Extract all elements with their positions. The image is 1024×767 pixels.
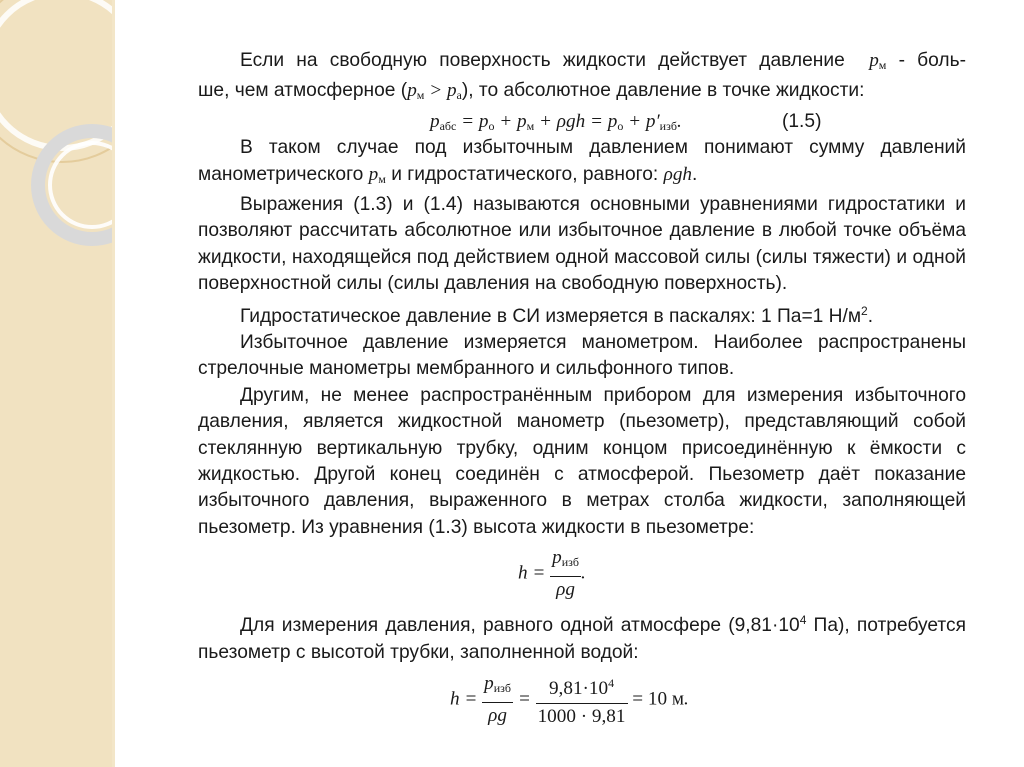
equation-number: (1.5) <box>782 110 822 132</box>
formula-h-numeric: h = $\frac{p_{изб}}{\rho g}$ = $\frac{9,81\cdot 10^4}{1000 \cdot 9,81}$ = 10 м. <box>450 670 689 730</box>
fraction: $\frac{p_{изб}}{\rho g}$ <box>484 673 512 726</box>
text: - боль- <box>898 50 966 71</box>
text: ше, чем атмосферное ( <box>198 80 408 102</box>
text: В таком случае под избыточным давлением понимают сумму давлений манометрического <box>198 137 966 185</box>
var-pm: $p_м$ <box>368 163 386 186</box>
para-4: Гидростатическое давление в СИ измеряется в паскалях: 1 Па=1 $Н/м^2$. <box>240 303 874 327</box>
document-page <box>198 48 966 730</box>
formula-water-column <box>198 666 966 730</box>
equation-abs-pressure: $p_{абс} = p_о + p_м + \rho gh = p_о + p'_{изб}$. <box>430 110 682 133</box>
text: Если на свободную поверхность жидкости действует давление <box>240 50 845 71</box>
var-pm: $p_м$ <box>869 50 887 72</box>
text: ), то абсолютное давление в точке жидкости: <box>461 80 865 102</box>
text: и гидростатического, равного: <box>391 163 659 185</box>
text: Гидростатическое давление в СИ измеряется в паскалях: 1 Па=1 Н/м <box>240 305 862 327</box>
decorative-side-bar <box>0 0 112 767</box>
formula-piezometer-height <box>198 541 966 599</box>
fraction: $\frac{p_{изб}}{\rho g}$ <box>552 547 580 600</box>
para-1-cont <box>198 78 966 108</box>
para-7 <box>198 607 966 666</box>
rho-g-h: ρgh <box>663 163 693 185</box>
text: Па), потребуется пьезометр с высотой трубки, заполненной водой: <box>198 615 966 663</box>
para-3: Выражения (1.3) и (1.4) называются основными уравнениями гидростатики и позволяют рассчитать абсолютное или избыточное давление в любой точке объёма жидкости, находящейся под действием одной массовой силы (силы тяжести) и одной поверхностной силы (силы давления на свободную поверхность). <box>198 194 966 295</box>
side-divider <box>112 0 115 767</box>
para-5: Избыточное давление измеряется манометром. Наиболее распространены стрелочные манометры мембранного и сильфонного типов. <box>198 332 966 380</box>
fraction-numeric: $\frac{9,81\cdot 10^4}{1000 \cdot 9,81}$ <box>536 670 628 730</box>
para-2: В таком случае под избыточным давлением понимают сумму давлений манометрического $p_м$ и гидростатического, равного: ρgh. <box>198 137 966 186</box>
text: Для измерения давления, равного одной атмосфере (9,81·10 <box>240 615 800 637</box>
formula-h: h = $\frac{p_{изб}}{\rho g}$ . <box>518 545 586 603</box>
para-1 <box>198 48 966 78</box>
para-6: Другим, не менее распространённым прибором для измерения избыточного давления, является жидкостной манометр (пьезометр), представляющий собой стеклянную вертикальную трубку, одним концом присоединённую к ёмкости с жидкостью. Другой конец соединён с атмосферой. Пьезометр даёт показание избыточного давления, выраженного в метрах столба жидкости, заполняющей пьезометр. Из уравнения (1.3) высота жидкости в пьезометре: <box>198 384 966 538</box>
equation-1-5 <box>198 109 966 135</box>
superscript: 4 <box>799 613 807 628</box>
inequality: $p_м > p_а$ <box>407 80 462 103</box>
superscript: 2 <box>861 303 868 318</box>
decorative-circles <box>0 0 112 767</box>
